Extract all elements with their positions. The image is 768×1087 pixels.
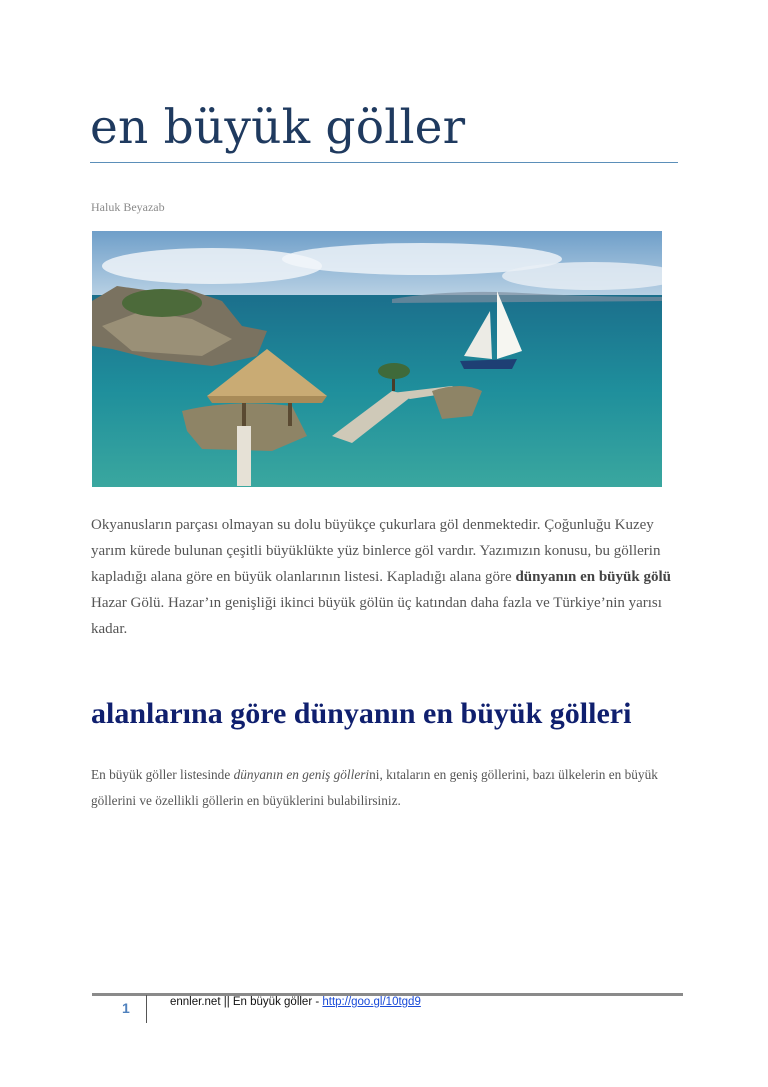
footer-link[interactable]: http://goo.gl/10tgd9 [322, 996, 421, 1008]
footer-text [170, 996, 421, 1008]
section-italic-phrase: dünyanın en geniş gölleri [233, 767, 370, 782]
document-title: en büyük göller [90, 100, 466, 155]
intro-text-part1: Okyanusların parçası olmayan su dolu büyükçe çukurlara göl denmektedir. Çoğunluğu Kuzey yarım kürede bulunan çeşitli büyüklükte yüz binlerce göl vardır. Yazımızın konusu, bu göllerin kapladığı alana göre en büyük olanlarının listesi. Kapladığı alana göre [91, 517, 661, 585]
section-paragraph [91, 762, 691, 814]
section-text-part2: ni, kıtaların en geniş göllerini, bazı ülkelerin en büyük göllerini ve özellikli göllerin en büyüklerini bulabilirsiniz. [91, 767, 658, 808]
intro-bold-phrase: dünyanın en büyük gölü [515, 569, 671, 585]
section-text-part1: En büyük göller listesinde [91, 767, 234, 782]
author-name: Haluk Beyazab [91, 200, 165, 214]
title-underline [90, 162, 678, 163]
footer-label: ennler.net || En büyük göller - [170, 996, 323, 1008]
lake-photo-illustration [92, 231, 662, 487]
page-number: 1 [122, 1000, 130, 1016]
intro-paragraph [91, 512, 691, 642]
lake-photo [92, 231, 662, 487]
footer-divider [146, 995, 147, 1023]
section-heading: alanlarına göre dünyanın en büyük gölleri [91, 697, 632, 730]
intro-text-part2: Hazar Gölü. Hazar’ın genişliği ikinci büyük gölün üç katından daha fazla ve Türkiye’nin yarısı kadar. [91, 595, 662, 637]
